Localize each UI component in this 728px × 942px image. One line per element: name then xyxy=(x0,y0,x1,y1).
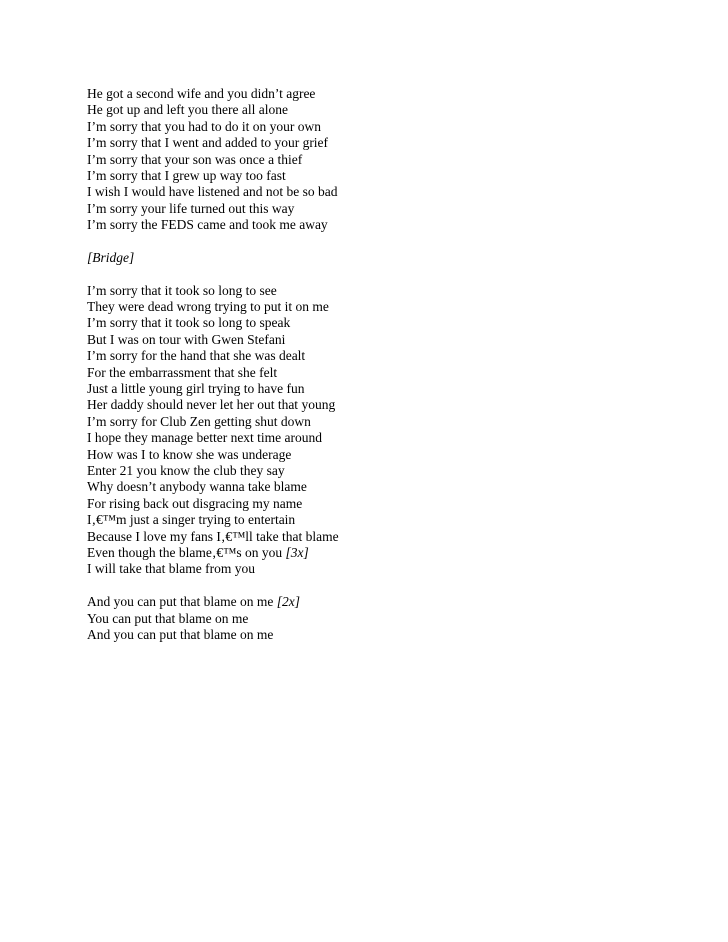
lyric-line: Enter 21 you know the club they say xyxy=(87,462,285,478)
lyric-line: I’m sorry that I went and added to your grief xyxy=(87,135,329,151)
lyric-line: I’m sorry that it took so long to see xyxy=(87,282,277,298)
lyric-line: For the embarrassment that she felt xyxy=(87,364,278,380)
lyric-line: I‚€™m just a singer trying to entertain xyxy=(87,512,296,528)
lyric-text: And you can put that blame on me xyxy=(87,594,277,610)
lyric-line: And you can put that blame on me xyxy=(87,626,274,642)
lyric-line: I hope they manage better next time around xyxy=(87,430,323,446)
lyric-line: I’m sorry that you had to do it on your own xyxy=(87,118,321,134)
blank-line xyxy=(87,266,687,282)
lyric-line-with-tag xyxy=(87,545,687,561)
lyric-line: I’m sorry that I grew up way too fast xyxy=(87,167,286,183)
lyric-line: I’m sorry the FEDS came and took me away xyxy=(87,217,328,233)
lyric-line: I will take that blame from you xyxy=(87,561,255,577)
lyric-line: I’m sorry for Club Zen getting shut down xyxy=(87,413,311,429)
repeat-tag: [3x] xyxy=(285,544,309,560)
blank-line xyxy=(87,234,687,250)
lyrics-text xyxy=(87,86,687,643)
lyric-line-with-tag xyxy=(87,594,687,610)
lyric-line: They were dead wrong trying to put it on me xyxy=(87,299,329,315)
repeat-tag: [2x] xyxy=(276,594,300,610)
blank-line xyxy=(87,578,687,594)
lyric-line: For rising back out disgracing my name xyxy=(87,495,303,511)
lyric-line: I wish I would have listened and not be so bad xyxy=(87,184,338,200)
lyric-line: I’m sorry for the hand that she was dealt xyxy=(87,348,306,364)
lyric-line: Her daddy should never let her out that young xyxy=(87,397,336,413)
lyric-line: But I was on tour with Gwen Stefani xyxy=(87,331,286,347)
bridge-label: [Bridge] xyxy=(87,249,135,265)
lyric-line: He got a second wife and you didn’t agree xyxy=(87,86,316,101)
lyric-line: I’m sorry that it took so long to speak xyxy=(87,315,291,331)
lyric-line: Why doesn’t anybody wanna take blame xyxy=(87,479,307,495)
lyric-line: I’m sorry that your son was once a thief xyxy=(87,151,303,167)
lyric-line: How was I to know she was underage xyxy=(87,446,292,462)
lyric-line: You can put that blame on me xyxy=(87,610,249,626)
lyric-line: I’m sorry your life turned out this way xyxy=(87,200,295,216)
lyric-text: Even though the blame‚€™s on you xyxy=(87,544,286,560)
lyric-line: Just a little young girl trying to have fun xyxy=(87,381,305,397)
lyric-line: He got up and left you there all alone xyxy=(87,102,288,118)
lyric-line: Because I love my fans I‚€™ll take that blame xyxy=(87,528,339,544)
